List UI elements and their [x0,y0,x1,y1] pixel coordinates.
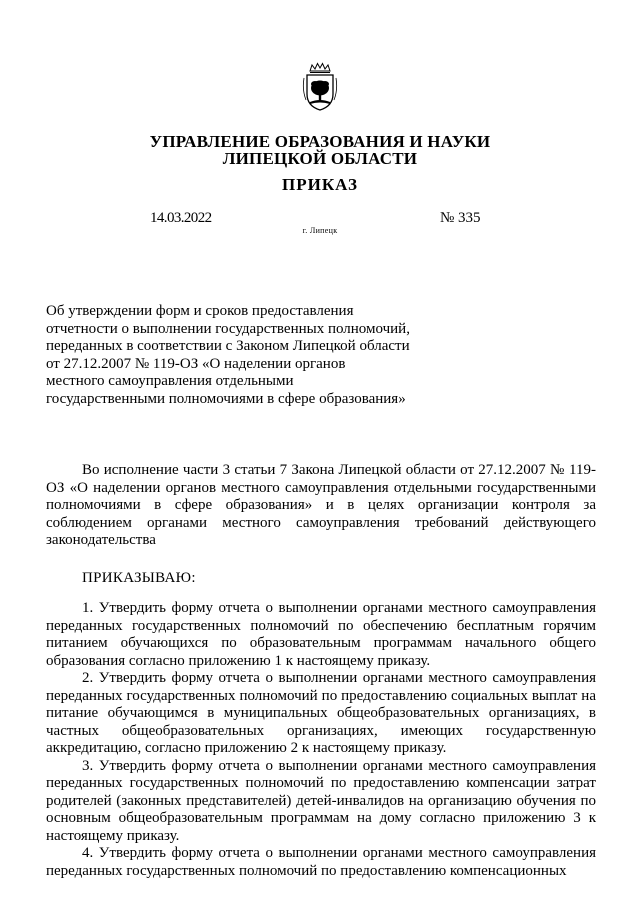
order-item: 4. Утвердить форму отчета о выполнении органами местного самоуправления переданных государственных полномочий по предоставлению компенсационных [46,845,596,879]
document-number: № 335 [440,210,481,226]
document-city: г. Липецк [302,226,338,235]
document-subject [46,303,466,408]
order-word: ПРИКАЗЫВАЮ: [82,570,196,586]
intro-paragraph: Во исполнение части 3 статьи 7 Закона Липецкой области от 27.12.2007 № 119-ОЗ «О наделении органов местного самоуправления отдельными государственными полномочиями в сфере образования» и в целях организации контроля за соблюдением органами местного самоуправления требований действующего законодательства [46,462,596,548]
order-items [46,600,596,880]
lipetsk-coat-of-arms-icon [302,62,338,112]
subject-line: от 27.12.2007 № 119-ОЗ «О наделении органов [46,355,346,372]
subject-line: переданных в соответствии с Законом Липецкой области [46,338,410,354]
subject-line: местного самоуправления отдельными [46,373,294,389]
document-date: 14.03.2022 [150,210,212,226]
organization-name-line1: УПРАВЛЕНИЕ ОБРАЗОВАНИЯ И НАУКИ [149,132,491,151]
subject-line: отчетности о выполнении государственных полномочий, [46,320,410,337]
order-item: 3. Утвердить форму отчета о выполнении органами местного самоуправления переданных государственных полномочий по предоставлению компенсации затрат родителей (законных представителей) детей-инвалидов на организацию обучения по основным общеобразовательным программам на дому согласно приложению 3 к настоящему приказу. [46,757,596,844]
subject-line: государственными полномочиями в сфере образования» [46,390,406,407]
document-type-title: ПРИКАЗ [282,175,358,194]
organization-name-line2: ЛИПЕЦКОЙ ОБЛАСТИ [222,149,418,168]
order-item: 1. Утвердить форму отчета о выполнении органами местного самоуправления переданных государственных полномочий по обеспечению бесплатным горячим питанием обучающихся по образовательным программам начального общего образования согласно приложению 1 к настоящему приказу. [46,600,596,669]
order-item: 2. Утвердить форму отчета о выполнении органами местного самоуправления переданных государственных полномочий по предоставлению социальных выплат на питание обучающимся в муниципальных общеобразовательных организациях, в частных общеобразовательных организациях, имеющих государственную аккредитацию, согласно приложению 2 к настоящему приказу. [46,670,596,756]
subject-line: Об утверждении форм и сроков предоставления [46,303,354,319]
